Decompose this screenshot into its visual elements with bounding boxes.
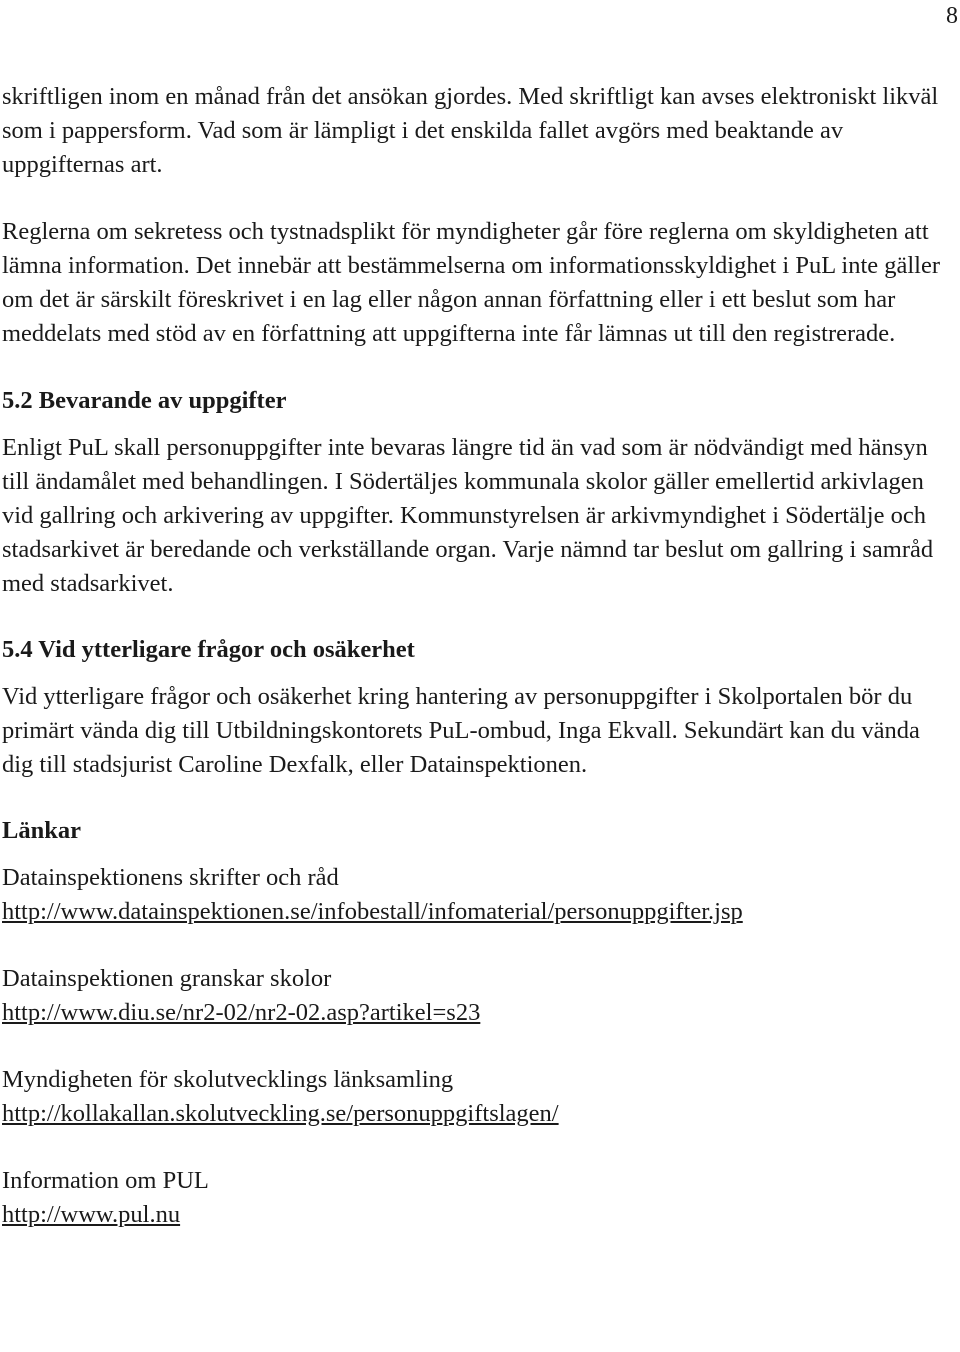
link-url[interactable]: http://www.diu.se/nr2-02/nr2-02.asp?artikel=s23 — [2, 999, 481, 1026]
link-title: Datainspektionen granskar skolor — [2, 965, 332, 992]
link-title: Information om PUL — [2, 1167, 209, 1194]
link-item — [2, 1164, 952, 1232]
paragraph-secrecy-rules: Reglerna om sekretess och tystnadsplikt för myndigheter går före reglerna om skyldigheten att lämna information. Det innebär att bestämmelserna om informationsskyldighet i PuL inte gäller om det är särskilt föreskrivet i en lag eller någon annan författning eller i ett beslut som har meddelats med stöd av en författning att uppgifterna inte får lämnas ut till den registrerade. — [2, 218, 941, 347]
links-list — [2, 861, 952, 1232]
link-title: Datainspektionens skrifter och råd — [2, 864, 339, 891]
section-heading-links: Länkar — [2, 817, 81, 844]
document-body — [2, 80, 952, 1232]
link-item — [2, 962, 952, 1030]
paragraph-retention: Enligt PuL skall personuppgifter inte bevaras längre tid än vad som är nödvändigt med hänsyn till ändamålet med behandlingen. I Södertäljes kommunala skolor gäller emellertid arkivlagen vid gallring och arkivering av uppgifter. Kommunstyrelsen är arkivmyndighet i Södertälje och stadsarkivet är beredande och verkställande organ. Varje nämnd tar beslut om gallring i samråd med stadsarkivet. — [2, 434, 934, 597]
paragraph-request-response: skriftligen inom en månad från det ansökan gjordes. Med skriftligt kan avses elektroniskt likväl som i pappersform. Vad som är lämpligt i det enskilda fallet avgörs med beaktande av uppgifternas art. — [2, 83, 939, 178]
paragraph-further-questions: Vid ytterligare frågor och osäkerhet kring hantering av personuppgifter i Skolportalen bör du primärt vända dig till Utbildningskontorets PuL-ombud, Inga Ekvall. Sekundärt kan du vända dig till stadsjurist Caroline Dexfalk, eller Datainspektionen. — [2, 683, 920, 778]
link-url[interactable]: http://kollakallan.skolutveckling.se/personuppgiftslagen/ — [2, 1100, 559, 1127]
section-heading-further-questions: 5.4 Vid ytterligare frågor och osäkerhet — [2, 636, 415, 663]
link-item — [2, 1063, 952, 1131]
link-url[interactable]: http://www.pul.nu — [2, 1201, 181, 1228]
link-url[interactable]: http://www.datainspektionen.se/infobestall/infomaterial/personuppgifter.jsp — [2, 898, 743, 925]
page-number: 8 — [946, 3, 958, 29]
link-title: Myndigheten för skolutvecklings länksamling — [2, 1066, 454, 1093]
section-heading-retention: 5.2 Bevarande av uppgifter — [2, 387, 287, 414]
link-item — [2, 861, 952, 929]
